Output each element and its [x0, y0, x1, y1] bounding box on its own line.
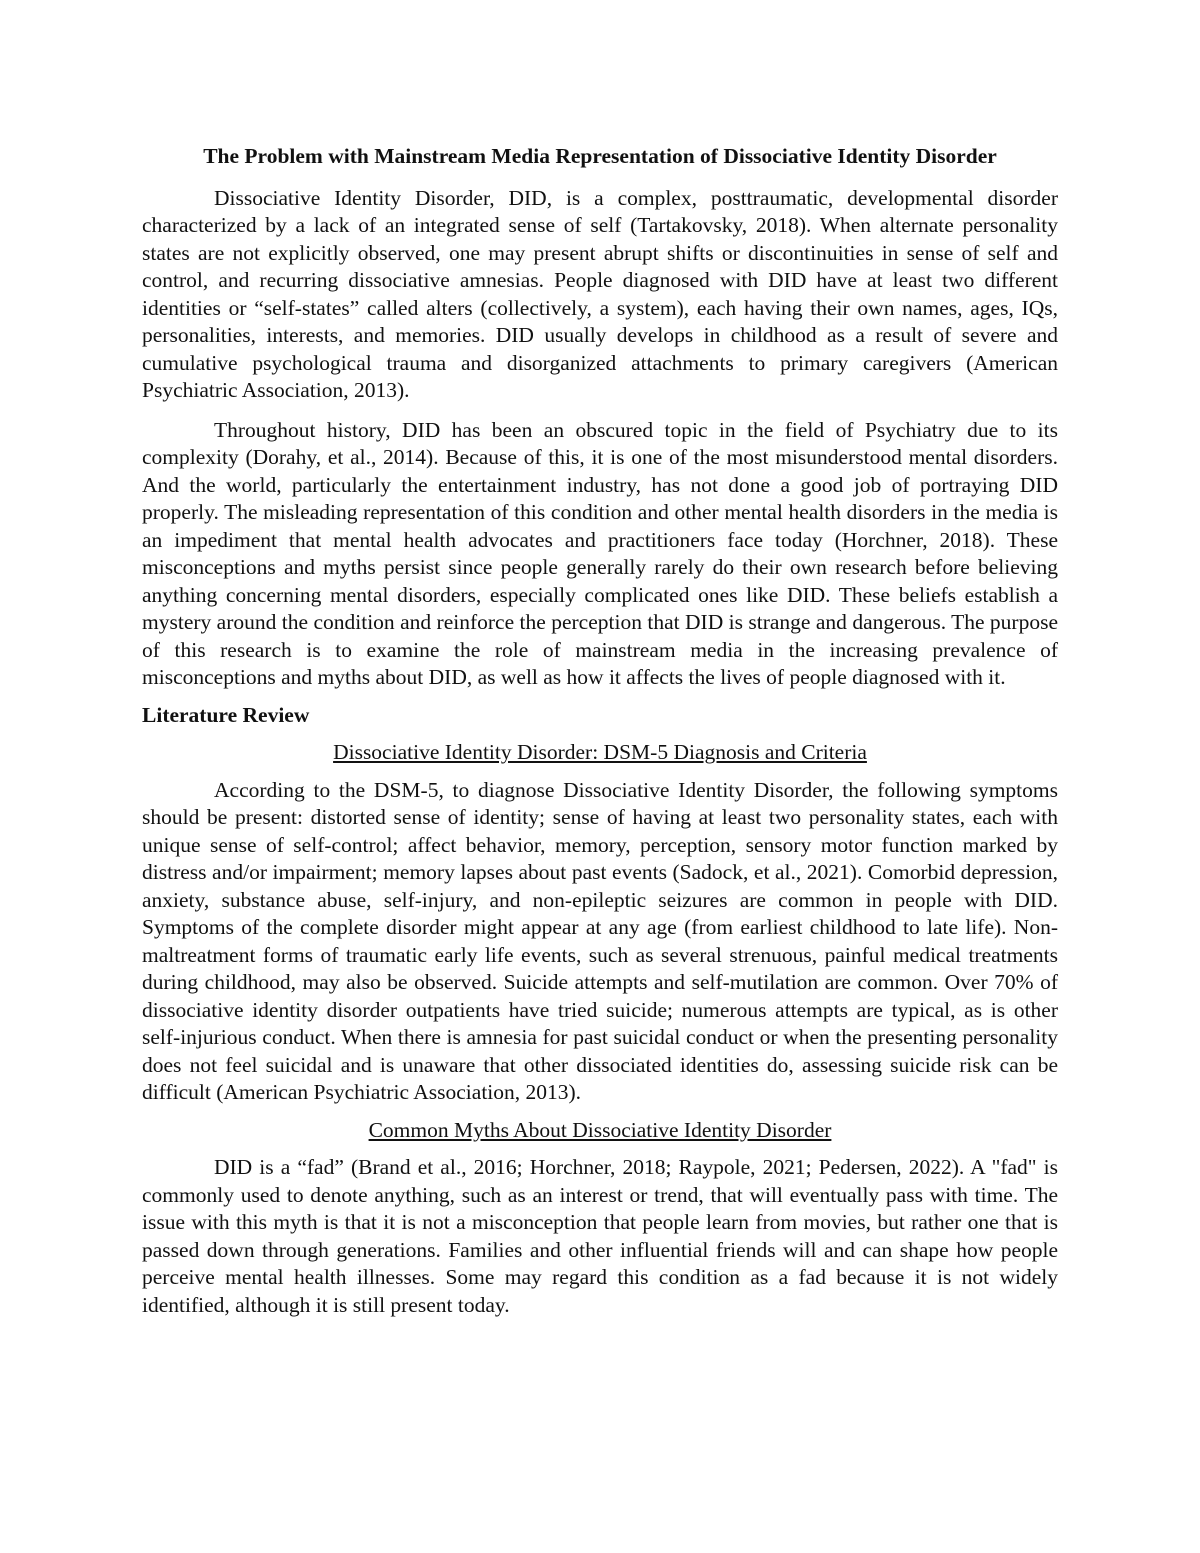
dsm5-criteria-subheading: Dissociative Identity Disorder: DSM-5 Diagnosis and Criteria [333, 740, 867, 764]
common-myths-paragraph: DID is a “fad” (Brand et al., 2016; Horchner, 2018; Raypole, 2021; Pedersen, 2022). A "fad" is commonly used to denote anything, such as an interest or trend, that will eventually pass with time. The issue with this myth is that it is not a misconception that people learn from movies, but rather one that is passed down through generations. Families and other influential friends will and can shape how people perceive mental health illnesses. Some may regard this condition as a fad because it is not widely identified, although it is still present today. [142, 1155, 1058, 1317]
dsm5-criteria-paragraph: According to the DSM-5, to diagnose Dissociative Identity Disorder, the following symptoms should be present: distorted sense of identity; sense of having at least two personality states, each with unique sense of self-control; affect behavior, memory, perception, sensory motor function marked by distress and/or impairment; memory lapses about past events (Sadock, et al., 2021). Comorbid depression, anxiety, substance abuse, self-injury, and non-epileptic seizures are common in people with DID. Symptoms of the complete disorder might appear at any age (from earliest childhood to late life). Non-maltreatment forms of traumatic early life events, such as several strenuous, painful medical treatments during childhood, may also be observed. Suicide attempts and self-mutilation are common. Over 70% of dissociative identity disorder outpatients have tried suicide; numerous attempts are typical, as is other self-injurious conduct. When there is amnesia for past suicidal conduct or when the presenting personality does not feel suicidal and is unaware that other dissociated identities do, assessing suicide risk can be difficult (American Psychiatric Association, 2013). [142, 777, 1058, 1104]
document-body [142, 143, 1058, 1319]
document-title: The Problem with Mainstream Media Representation of Dissociative Identity Disorder [203, 144, 997, 168]
literature-review-heading: Literature Review [142, 702, 310, 727]
intro-paragraph-1: Dissociative Identity Disorder, DID, is a complex, posttraumatic, developmental disorder characterized by a lack of an integrated sense of self (Tartakovsky, 2018). When alternate personality states are not explicitly observed, one may present abrupt shifts or discontinuities in sense of self and control, and recurring dissociative amnesias. People diagnosed with DID have at least two different identities or “self-states” called alters (collectively, a system), each having their own names, ages, IQs, personalities, interests, and memories. DID usually develops in childhood as a result of severe and cumulative psychological trauma and disorganized attachments to primary caregivers (American Psychiatric Association, 2013). [142, 185, 1058, 402]
intro-paragraph-2: Throughout history, DID has been an obscured topic in the field of Psychiatry due to its complexity (Dorahy, et al., 2014). Because of this, it is one of the most misunderstood mental disorders. And the world, particularly the entertainment industry, has not done a good job of portraying DID properly. The misleading representation of this condition and other mental health disorders in the media is an impediment that mental health advocates and practitioners face today (Horchner, 2018). These misconceptions and myths persist since people generally rarely do their own research before believing anything concerning mental disorders, especially complicated ones like DID. These beliefs establish a mystery around the condition and reinforce the perception that DID is strange and dangerous. The purpose of this research is to examine the role of mainstream media in the increasing prevalence of misconceptions and myths about DID, as well as how it affects the lives of people diagnosed with it. [142, 417, 1058, 689]
common-myths-subheading: Common Myths About Dissociative Identity Disorder [368, 1117, 832, 1142]
